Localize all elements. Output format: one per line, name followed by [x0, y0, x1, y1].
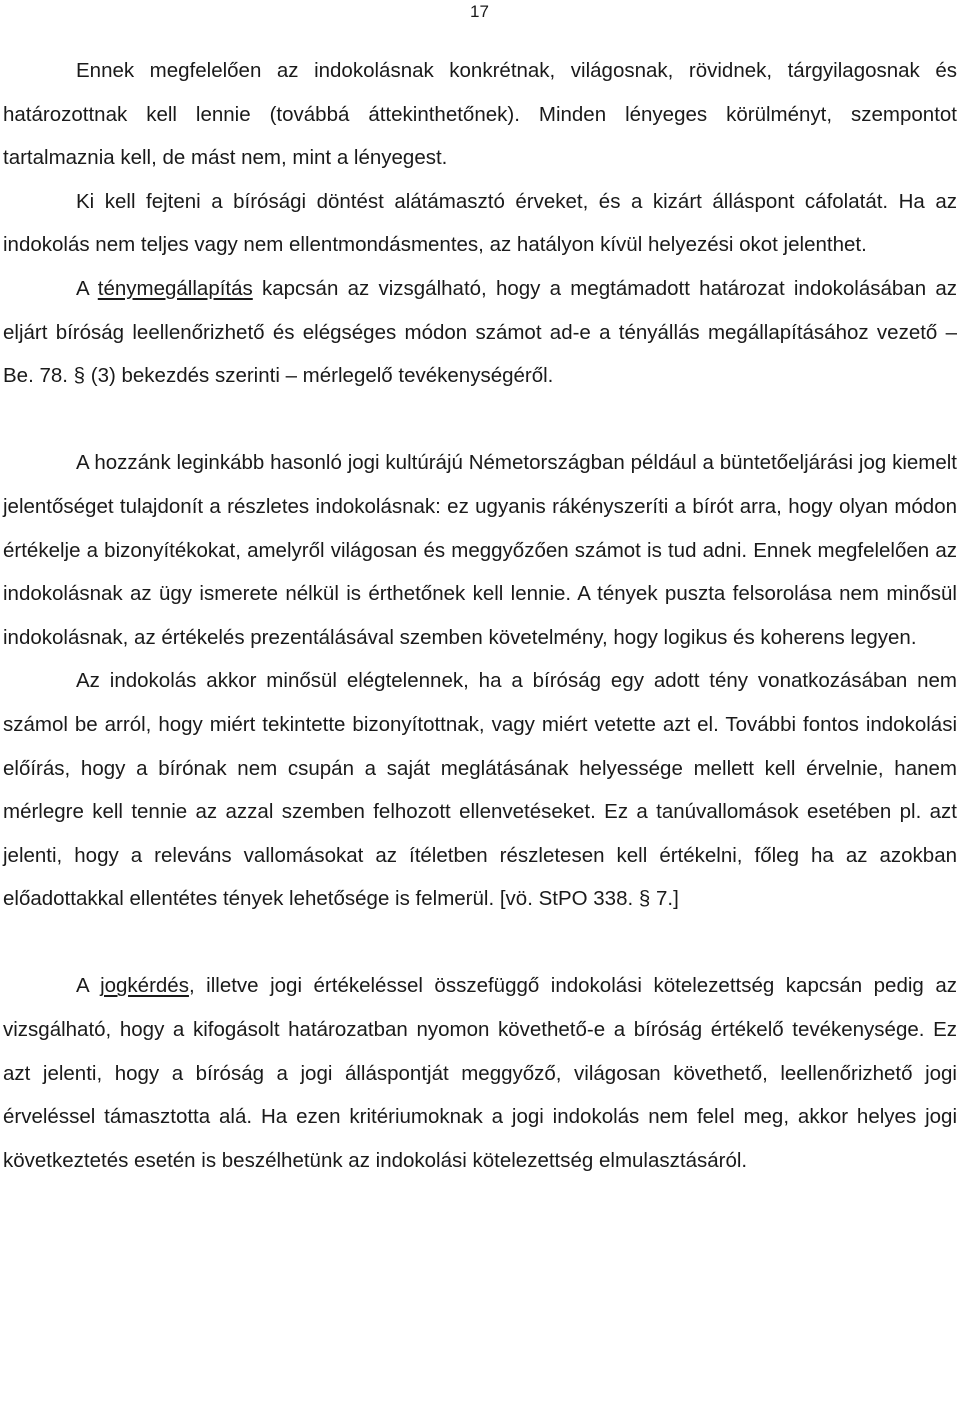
paragraph-2: Ki kell fejteni a bírósági döntést alátámasztó érveket, és a kizárt álláspont cáfolatát. Ha az indokolás nem teljes vagy nem ellentmondásmentes, az hatályon kívül helyezési okot jelenthet. — [3, 189, 957, 257]
body-text — [3, 49, 957, 1182]
page-number-text: 17 — [470, 2, 489, 21]
paragraph-4: A hozzánk leginkább hasonló jogi kultúrájú Németországban például a büntetőeljárási jog kiemelt jelentőséget tulajdonít a részletes indokolásnak: ez ugyanis rákényszeríti a bírót arra, hogy olyan módon értékelje a bizonyítékokat, amelyről világosan és meggyőzően számot is tud adni. Ennek megfelelően az indokolásnak az ügy ismerete nélkül is érthetőnek kell lennie. A tények puszta felsorolása nem minősül indokolásnak, az értékelés prezentálásával szemben követelmény, hogy logikus és koherens legyen. — [3, 451, 957, 649]
paragraph-3-rest: kapcsán az vizsgálható, hogy a megtámadott határozat indokolásában az eljárt bíróság leellenőrizhető és elégséges módon számot ad-e a tényállás megállapításához vezető – Be. 78. § (3) bekezdés szerinti – mérlegelő tevékenységéről. — [3, 276, 957, 388]
paragraph-1: Ennek megfelelően az indokolásnak konkrétnak, világosnak, rövidnek, tárgyilagosnak és határozottnak kell lennie (továbbá áttekinthetőnek). Minden lényeges körülményt, szempontot tartalmaznia kell, de mást nem, mint a lényegest. — [3, 59, 957, 170]
paragraph-6 — [3, 964, 957, 1182]
paragraph-3-start: A — [76, 276, 98, 300]
paragraph-3 — [3, 267, 957, 398]
paragraph-6-start: A — [76, 974, 101, 998]
paragraph-5: Az indokolás akkor minősül elégtelennek, ha a bíróság egy adott tény vonatkozásában nem számol be arról, hogy miért tekintette bizonyítottnak, vagy miért vetette azt el. További fontos indokolási előírás, hogy a bírónak nem csupán a saját meglátásának helyessége mellett kell érvelnie, hanem mérlegre kell tennie az azzal szemben felhozott ellenvetéseket. Ez a tanúvallomások esetében pl. azt jelenti, hogy a releváns vallomásokat az ítéletben részletesen kell értékelni, főleg ha az azokban előadottakkal ellentétes tények lehetősége is felmerül. [vö. StPO 338. § 7.] — [3, 669, 957, 911]
paragraph-6-rest: , illetve jogi értékeléssel összefüggő indokolási kötelezettség kapcsán pedig az vizsgálható, hogy a kifogásolt határozatban nyomon követhető-e a bíróság értékelő tevékenysége. Ez azt jelenti, hogy a bíróság a jogi álláspontját meggyőző, világosan követhető, leellenőrizhető jogi érveléssel támasztotta alá. Ha ezen kritériumoknak a jogi indokolás nem felel meg, akkor helyes jogi következtetés esetén is beszélhetünk az indokolási kötelezettség elmulasztásáról. — [3, 974, 957, 1172]
term-tenymegallapitas: ténymegállapítás — [97, 276, 253, 300]
term-jogkerdes: jogkérdés — [100, 974, 189, 998]
